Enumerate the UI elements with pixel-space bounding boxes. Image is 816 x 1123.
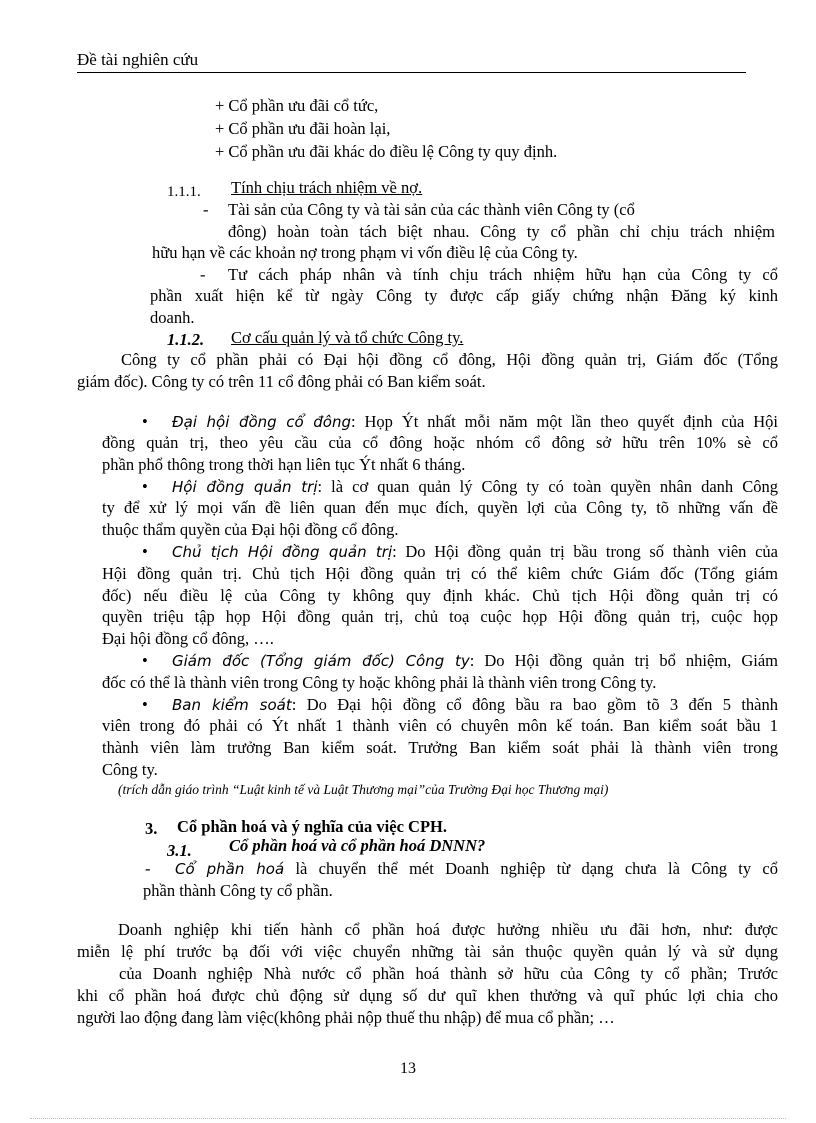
bullet-symbol: • [142,651,148,670]
definition-term: Cổ phần hoá [175,860,285,878]
section-number: 1.1.1. [167,184,201,200]
paragraph-line: Doanh nghiệp khi tiến hành cổ phần hoá được hưởng nhiều ưu đãi hơn, như: được [118,920,778,939]
section-title: Cổ phần hoá và ý nghĩa của việc CPH. [177,817,447,836]
paragraph-line: quyền triệu tập họp Hội đồng quản trị, chủ toạ cuộc họp Hội đồng quản trị, cuộc họp [102,607,778,626]
paragraph-line: giám đốc). Công ty có trên 11 cổ đông phải có Ban kiểm soát. [77,372,486,391]
page-header: Đề tài nghiên cứu [77,50,199,69]
dash-marker: - [200,265,206,284]
section-title: Tính chịu trách nhiệm về nợ. [231,178,423,197]
bullet-line: • Đại hội đồng cổ đông: Họp Ýt nhất mỗi năm một lần theo quyết định của Hội [142,412,778,431]
dash-marker: - [145,859,151,878]
header-rule [77,72,746,73]
definition-line: Cổ phần hoá là chuyển thể mét Doanh nghiệp từ dạng chưa là Công ty cổ [175,859,778,878]
paragraph-line: miễn lệ phí trước bạ đối với việc chuyển những tài sản thuộc quyền quản lý và sử dụng [77,942,778,961]
section-number: 1.1.2. [167,330,205,349]
paragraph-line: đồng quản trị, theo yêu cầu của cổ đông hoặc nhóm cổ đông sở hữu trên 10% sè cổ [102,433,778,452]
bullet-term: Chủ tịch Hội đồng quản trị [172,543,393,561]
bullet-term: Hội đồng quản trị [172,478,318,496]
paragraph-line: phần xuất hiện kể từ ngày Công ty được cấp giấy chứng nhận Đăng ký kinh [150,286,778,305]
bullet-line: • Ban kiểm soát: Do Đại hội đồng cổ đông bầu ra bao gồm tõ 3 đến 5 thành [142,695,778,714]
dash-marker: - [203,200,209,219]
section-number: 3. [145,819,158,838]
subsection-title: Cổ phần hoá và cổ phần hoá DNNN? [229,836,486,855]
paragraph-line: Công ty cổ phần phải có Đại hội đồng cổ đông, Hội đồng quản trị, Giám đốc (Tổng [121,350,778,369]
citation: (trích dẫn giáo trình “Luật kinh tế và Luật Thương mại”của Trường Đại học Thương mại) [118,782,609,797]
paragraph-line: thuộc thẩm quyền của Đại hội đồng cổ đông. [102,520,399,539]
bullet-term: Giám đốc (Tổng giám đốc) Công ty [172,652,470,670]
list-item: + Cổ phần ưu đãi khác do điều lệ Công ty quy định. [215,142,558,161]
paragraph-line: Tài sản của Công ty và tài sản của các thành viên Công ty (cổ [228,200,635,219]
paragraph-line: Đại hội đồng cổ đông, …. [102,629,274,648]
bullet-line: • Giám đốc (Tổng giám đốc) Công ty: Do Hội đồng quản trị bổ nhiệm, Giám [142,651,778,670]
bullet-line: • Chủ tịch Hội đồng quản trị: Do Hội đồng quản trị bầu trong số thành viên của [142,542,778,561]
subsection-number: 3.1. [167,841,192,860]
paragraph-line: phần phổ thông trong thời hạn liên tục Ýt nhất 6 tháng. [102,455,466,474]
paragraph-line: thành viên làm trưởng Ban kiểm soát. Trưởng Ban kiểm soát phải là thành viên trong [102,738,778,757]
bullet-term: Ban kiểm soát [172,696,292,714]
paragraph-line: viên trong đó phải có Ýt nhất 1 thành viên có chuyên môn kế toán. Ban kiểm soát bầu 1 [102,716,778,735]
paragraph-line: phần thành Công ty cổ phần. [143,881,333,900]
paragraph-line: doanh. [150,308,195,327]
bullet-line: • Hội đồng quản trị: là cơ quan quản lý Công ty có toàn quyền nhân danh Công [142,477,778,496]
paragraph-line: của Doanh nghiệp Nhà nước cổ phần hoá thành sở hữu của Công ty cổ phần; Trước [119,964,778,983]
bullet-symbol: • [142,477,148,496]
paragraph-line: người lao động đang làm việc(không phải nộp thuế thu nhập) để mua cổ phần; … [77,1008,615,1027]
paragraph-line: khi cổ phần hoá được chủ động sử dụng số dư quĩ khen thưởng và quĩ phúc lợi chia cho [77,986,778,1005]
bullet-symbol: • [142,542,148,561]
bullet-symbol: • [142,695,148,714]
bullet-symbol: • [142,412,148,431]
paragraph-line: Tư cách pháp nhân và tính chịu trách nhiệm hữu hạn của Công ty cổ [228,265,778,284]
section-title: Cơ cấu quản lý và tổ chức Công ty. [231,328,464,347]
bullet-term: Đại hội đồng cổ đông [172,413,351,431]
paragraph-line: Công ty. [102,760,158,779]
list-item: + Cổ phần ưu đãi hoàn lại, [215,119,391,138]
paragraph-line: Hội đồng quản trị. Chủ tịch Hội đồng quản trị có thể kiêm chức Giám đốc (Tổng giám [102,564,778,583]
paragraph-line: đông) hoàn toàn tách biệt nhau. Công ty cổ phần chỉ chịu trách nhiệm [228,222,775,241]
list-item: + Cổ phần ưu đãi cổ tức, [215,96,379,115]
paragraph-line: hữu hạn về các khoản nợ trong phạm vi vốn điều lệ của Công ty. [152,243,578,262]
paragraph-line: đốc có thể là thành viên trong Công ty hoặc không phải là thành viên trong Công ty. [102,673,657,692]
page-number: 13 [400,1060,416,1077]
page-bottom-divider [30,1118,786,1119]
paragraph-line: đốc) nếu điều lệ của Công ty không quy định khác. Chủ tịch Hội đồng quản trị có [102,586,778,605]
paragraph-line: ty để xử lý mọi vấn đề liên quan đến mục đích, quyền lợi của Công ty, tõ những vấn đề [102,498,778,517]
